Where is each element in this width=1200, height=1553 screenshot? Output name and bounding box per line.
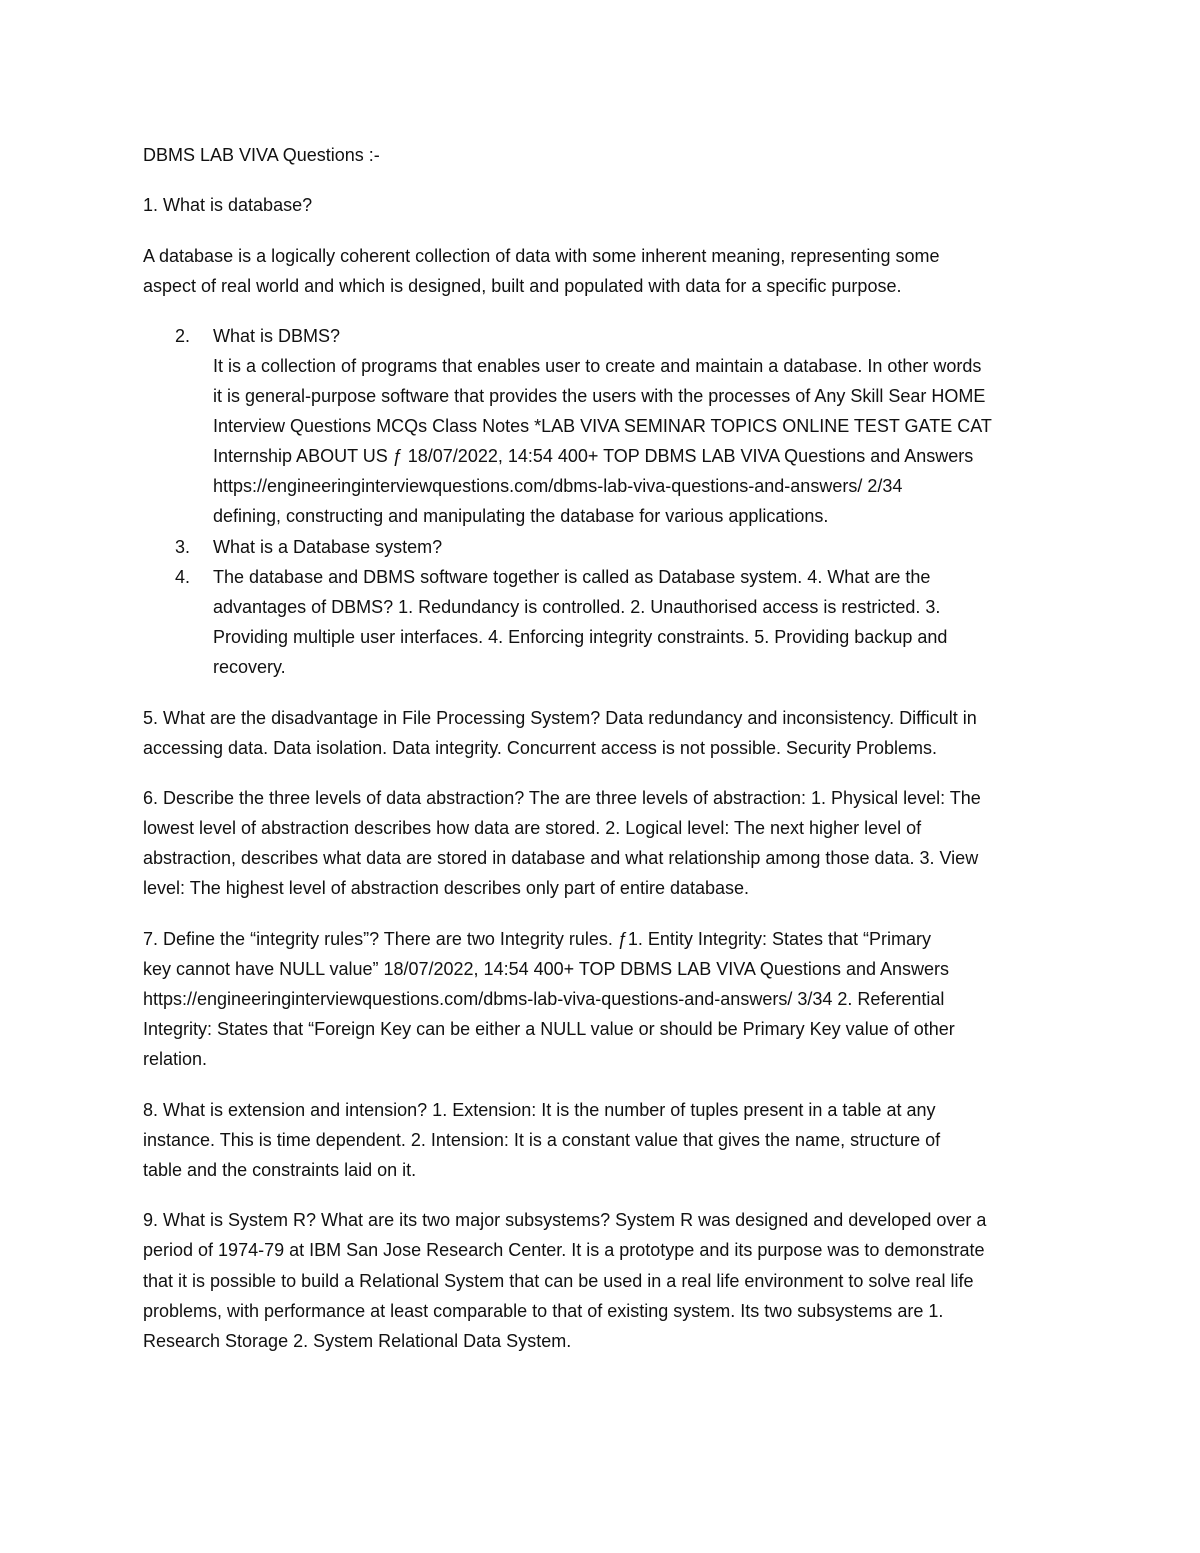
list-item-2-line-3: it is general-purpose software that provides the users with the processes of Any Skill Sear HOME — [213, 386, 986, 406]
paragraph-q7-line-2: key cannot have NULL value” 18/07/2022, 14:54 400+ TOP DBMS LAB VIVA Questions and Answers — [143, 959, 950, 979]
paragraph-q9-line-1: 9. What is System R? What are its two major subsystems? System R was designed and developed over a — [143, 1210, 987, 1230]
paragraph-q6-line-2: lowest level of abstraction describes how data are stored. 2. Logical level: The next higher level of — [143, 818, 922, 838]
paragraph-q8-line-2: instance. This is time dependent. 2. Intension: It is a constant value that gives the name, structure of — [143, 1130, 941, 1150]
paragraph-q5-line-1: 5. What are the disadvantage in File Processing System? Data redundancy and inconsistency. Difficult in — [143, 708, 977, 728]
paragraph-q9-line-5: Research Storage 2. System Relational Data System. — [143, 1331, 572, 1351]
answer-1-line-1: A database is a logically coherent collection of data with some inherent meaning, representing some — [143, 246, 940, 266]
paragraph-q7-line-4: Integrity: States that “Foreign Key can be either a NULL value or should be Primary Key value of other — [143, 1019, 955, 1039]
paragraph-q8-line-3: table and the constraints laid on it. — [143, 1160, 417, 1180]
answer-1-line-2: aspect of real world and which is designed, built and populated with data for a specific purpose. — [143, 276, 902, 296]
paragraph-q6-line-3: abstraction, describes what data are stored in database and what relationship among those data. 3. View — [143, 848, 979, 868]
list-item-2-line-5: Internship ABOUT US ƒ 18/07/2022, 14:54 400+ TOP DBMS LAB VIVA Questions and Answers — [213, 446, 974, 466]
list-item-4-line-1: The database and DBMS software together is called as Database system. 4. What are the — [213, 567, 931, 587]
paragraph-q6-line-1: 6. Describe the three levels of data abstraction? The are three levels of abstraction: 1. Physical level: The — [143, 788, 981, 808]
list-item-2-line-7: defining, constructing and manipulating the database for various applications. — [213, 506, 829, 526]
paragraph-q5-line-2: accessing data. Data isolation. Data integrity. Concurrent access is not possible. Security Problems. — [143, 738, 938, 758]
paragraph-q7-line-5: relation. — [143, 1049, 208, 1069]
paragraph-q9-line-4: problems, with performance at least comparable to that of existing system. Its two subsystems are 1. — [143, 1301, 944, 1321]
question-1: 1. What is database? — [143, 195, 313, 215]
paragraph-q8-line-1: 8. What is extension and intension? 1. Extension: It is the number of tuples present in a table at any — [143, 1100, 936, 1120]
list-number-2: 2. — [175, 326, 191, 346]
paragraph-q7-line-3: https://engineeringinterviewquestions.com/dbms-lab-viva-questions-and-answers/ 3/34 2. Referential — [143, 989, 945, 1009]
list-item-4-line-2: advantages of DBMS? 1. Redundancy is controlled. 2. Unauthorised access is restricted. 3. — [213, 597, 941, 617]
list-number-4: 4. — [175, 567, 191, 587]
list-item-3-line-1: What is a Database system? — [213, 537, 443, 557]
paragraph-q7-line-1: 7. Define the “integrity rules”? There are two Integrity rules. ƒ1. Entity Integrity: States that “Primary — [143, 929, 932, 949]
paragraph-q6-line-4: level: The highest level of abstraction describes only part of entire database. — [143, 878, 750, 898]
document-title: DBMS LAB VIVA Questions :- — [143, 145, 380, 165]
list-item-4-line-3: Providing multiple user interfaces. 4. Enforcing integrity constraints. 5. Providing backup and — [213, 627, 948, 647]
paragraph-q9-line-3: that it is possible to build a Relational System that can be used in a real life environment to solve real life — [143, 1271, 974, 1291]
list-item-2-line-6: https://engineeringinterviewquestions.com/dbms-lab-viva-questions-and-answers/ 2/34 — [213, 476, 903, 496]
list-item-2-line-1: What is DBMS? — [213, 326, 341, 346]
list-item-4-line-4: recovery. — [213, 657, 286, 677]
list-item-2-line-4: Interview Questions MCQs Class Notes *LAB VIVA SEMINAR TOPICS ONLINE TEST GATE CAT — [213, 416, 992, 436]
list-number-3: 3. — [175, 537, 191, 557]
paragraph-q9-line-2: period of 1974-79 at IBM San Jose Research Center. It is a prototype and its purpose was to demonstrate — [143, 1240, 985, 1260]
list-item-2-line-2: It is a collection of programs that enables user to create and maintain a database. In other words — [213, 356, 982, 376]
